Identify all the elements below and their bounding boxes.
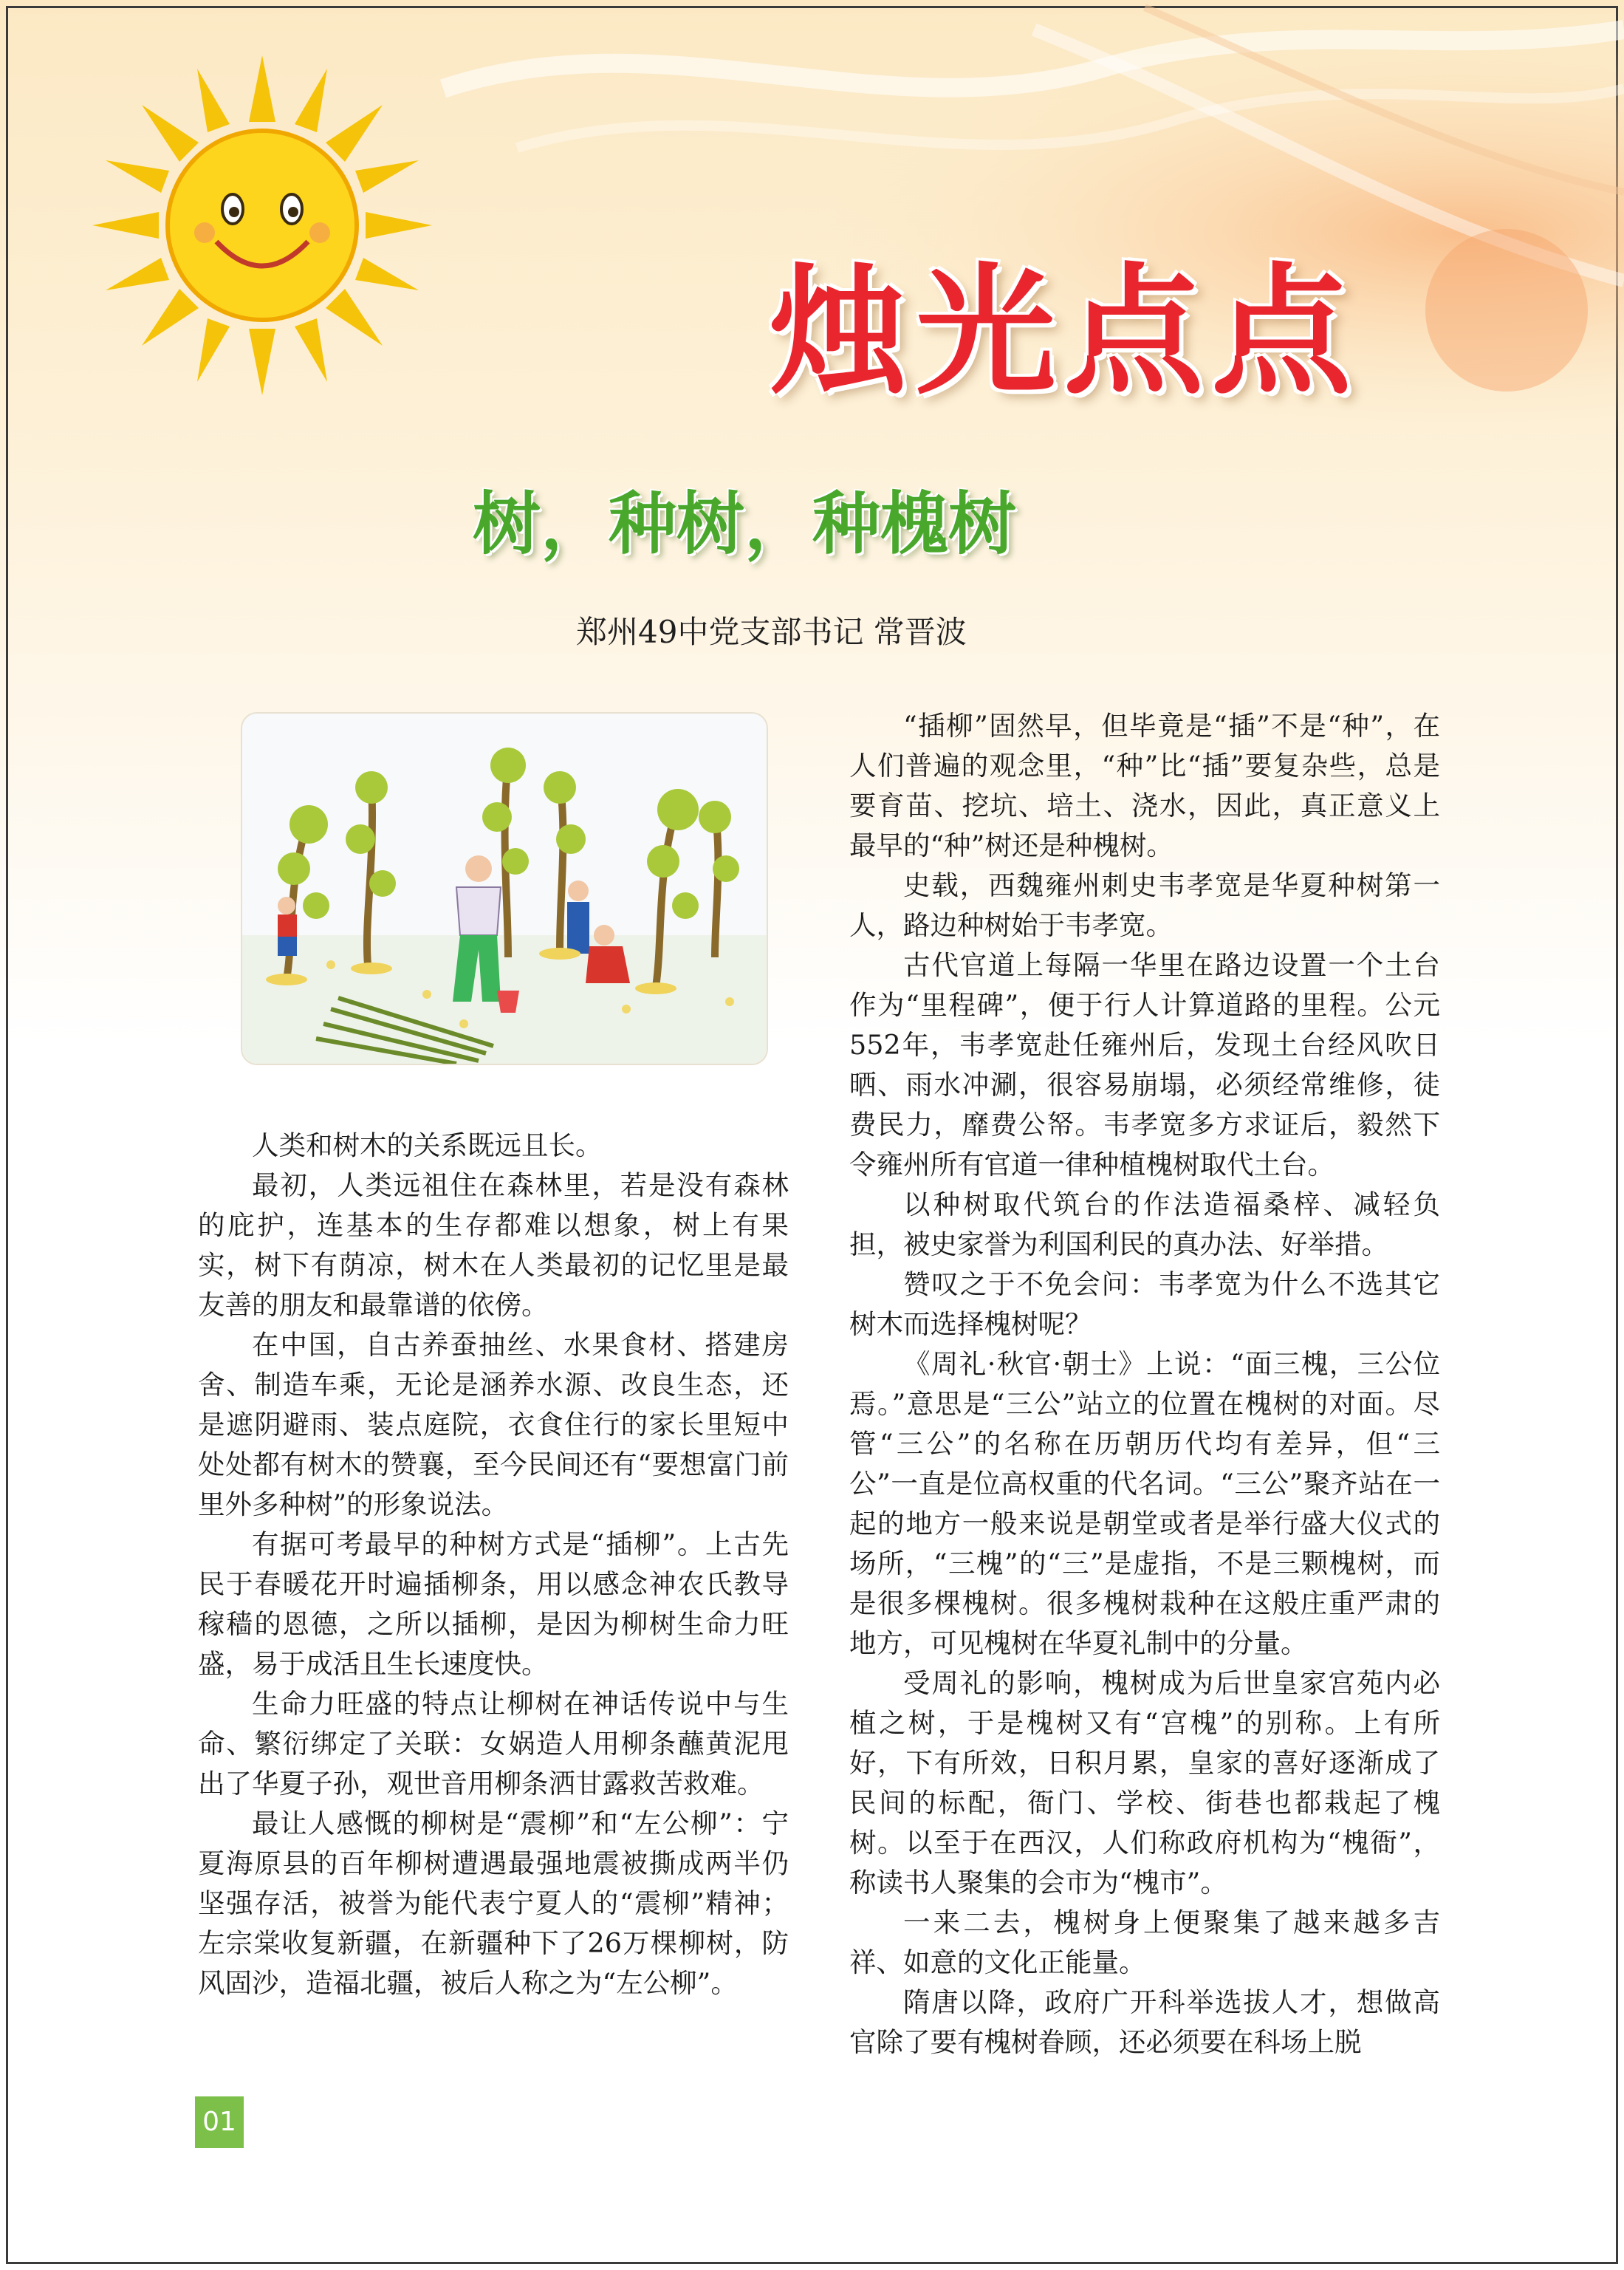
paragraph: 生命力旺盛的特点让柳树在神话传说中与生命、繁衍绑定了关联：女娲造人用柳条蘸黄泥甩出了华夏子孙，观世音用柳条洒甘露救苦救难。 bbox=[198, 1688, 789, 1799]
page-title: 烛光点点 bbox=[768, 250, 1360, 414]
author-byline: 郑州49中党支部书记 常晋波 bbox=[576, 614, 967, 650]
paragraph: 在中国，自古养蚕抽丝、水果食材、搭建房舍、制造车乘，无论是涵养水源、改良生态，还是遮阴避雨、装点庭院，衣食住行的家长里短中处处都有树木的赞襄，至今民间还有“要想富门前里外多种树”的形象说法。 bbox=[198, 1329, 789, 1520]
article-title: 树，种树，种槐树 bbox=[473, 485, 1017, 564]
paragraph: 史载，西魏雍州刺史韦孝宽是华夏种树第一人，路边种树始于韦孝宽。 bbox=[849, 869, 1440, 941]
article-left-column bbox=[198, 1126, 789, 2003]
smiling-sun-icon bbox=[89, 52, 436, 399]
paragraph: 古代官道上每隔一华里在路边设置一个土台作为“里程碑”，便于行人计算道路的里程。公元552年，韦孝宽赴任雍州后，发现土台经风吹日晒、雨水冲涮，很容易崩塌，必须经常维修，徒费民力，靡费公帑。韦孝宽多方求证后，毅然下令雍州所有官道一律种植槐树取代土台。 bbox=[849, 949, 1440, 1180]
tree-planting-illustration bbox=[242, 714, 767, 1064]
paragraph: 隋唐以降，政府广开科举选拔人才，想做高官除了要有槐树眷顾，还必须要在科场上脱 bbox=[849, 1986, 1440, 2058]
paragraph: 赞叹之于不免会问：韦孝宽为什么不选其它树木而选择槐树呢？ bbox=[849, 1268, 1440, 1340]
article-right-column bbox=[849, 706, 1440, 2062]
paragraph: “插柳”固然早，但毕竟是“插”不是“种”，在人们普遍的观念里，“种”比“插”要复杂些，总是要育苗、挖坑、培土、浇水，因此，真正意义上最早的“种”树还是种槐树。 bbox=[849, 710, 1440, 861]
paragraph: 一来二去，槐树身上便聚集了越来越多吉祥、如意的文化正能量。 bbox=[849, 1907, 1440, 1978]
paragraph: 以种树取代筑台的作法造福桑梓、减轻负担，被史家誉为利国利民的真办法、好举措。 bbox=[849, 1189, 1440, 1260]
paragraph: 有据可考最早的种树方式是“插柳”。上古先民于春暖花开时遍插柳条，用以感念神农氏教导稼穑的恩德，之所以插柳，是因为柳树生命力旺盛，易于成活且生长速度快。 bbox=[198, 1528, 789, 1680]
paragraph: 人类和树木的关系既远且长。 bbox=[252, 1129, 603, 1161]
paragraph: 受周礼的影响，槐树成为后世皇家宫苑内必植之树，于是槐树又有“宫槐”的别称。上有所好，下有所效，日积月累，皇家的喜好逐渐成了民间的标配，衙门、学校、街巷也都栽起了槐树。以至于在西汉，人们称政府机构为“槐衙”，称读书人聚集的会市为“槐市”。 bbox=[849, 1667, 1440, 1898]
page-number: 01 bbox=[195, 2096, 244, 2148]
paragraph: 《周礼·秋官·朝士》上说：“面三槐，三公位焉。”意思是“三公”站立的位置在槐树的对面。尽管“三公”的名称在历朝历代均有差异，但“三公”一直是位高权重的代名词。“三公”聚齐站在一起的地方一般来说是朝堂或者是举行盛大仪式的场所，“三槐”的“三”是虚指，不是三颗槐树，而是很多棵槐树。很多槐树栽种在这般庄重严肃的地方，可见槐树在华夏礼制中的分量。 bbox=[849, 1348, 1440, 1659]
paragraph: 最初，人类远祖住在森林里，若是没有森林的庇护，连基本的生存都难以想象，树上有果实，树下有荫凉，树木在人类最初的记忆里是最友善的朋友和最靠谱的依傍。 bbox=[198, 1169, 789, 1321]
paragraph: 最让人感慨的柳树是“震柳”和“左公柳”：宁夏海原县的百年柳树遭遇最强地震被撕成两半仍坚强存活，被誉为能代表宁夏人的“震柳”精神；左宗棠收复新疆，在新疆种下了26万棵柳树，防风固沙，造福北疆，被后人称之为“左公柳”。 bbox=[198, 1808, 789, 1999]
